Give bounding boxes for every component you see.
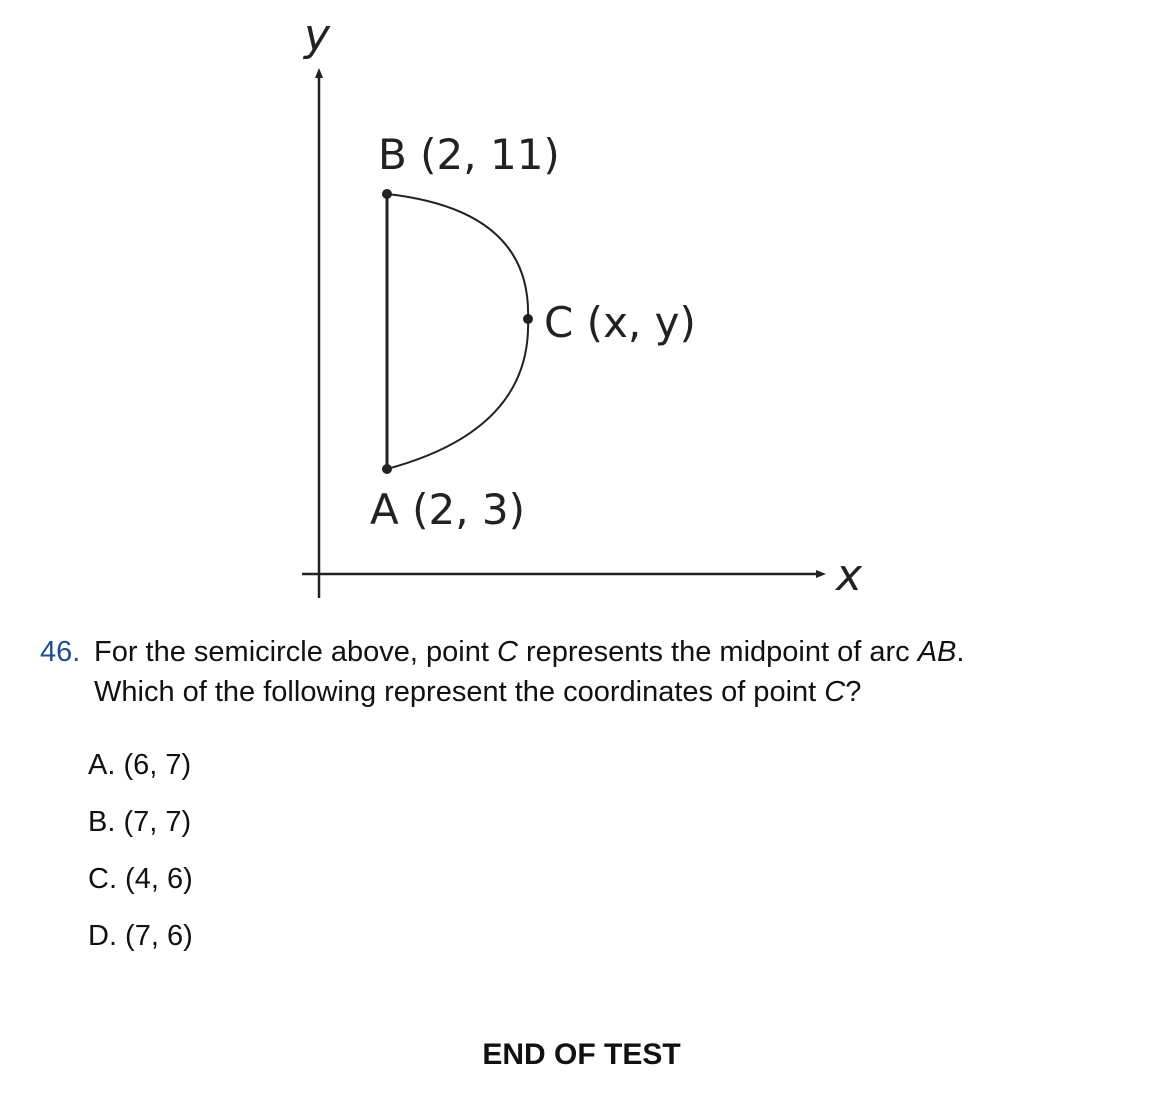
question-text-part: Which of the following represent the coordinates of point [94, 676, 825, 708]
question-line-1 [94, 632, 1140, 672]
point-b [382, 189, 392, 199]
point-b-label: B (2, 11) [378, 130, 560, 179]
choice-a[interactable]: A. (6, 7) [88, 749, 192, 781]
question-variable-ab: AB [917, 636, 957, 668]
question-number: 46. [40, 636, 81, 668]
question-text-part: . [956, 636, 965, 668]
x-axis-label: x [836, 550, 863, 601]
point-a-label: A (2, 3) [370, 485, 525, 534]
question-46 [40, 632, 1140, 712]
point-c-label: C (x, y) [544, 298, 696, 347]
point-c [523, 314, 533, 324]
question-text-part: ? [845, 676, 862, 708]
question-text-part: represents the midpoint of arc [517, 636, 918, 668]
y-axis-label: y [304, 10, 331, 61]
choice-d[interactable]: D. (7, 6) [88, 920, 193, 952]
choice-c[interactable]: C. (4, 6) [88, 863, 193, 895]
x-axis-arrow [816, 570, 826, 578]
arc-ab [387, 194, 528, 469]
choice-b[interactable]: B. (7, 7) [88, 806, 192, 838]
end-of-test-label: END OF TEST [482, 1038, 681, 1071]
question-variable-c: C [824, 676, 846, 708]
point-a [382, 464, 392, 474]
question-line-2 [94, 672, 1140, 712]
answer-choices [88, 745, 193, 973]
question-variable-c: C [496, 636, 518, 668]
y-axis-arrow [315, 68, 323, 78]
question-text-part: For the semicircle above, point [94, 636, 497, 668]
